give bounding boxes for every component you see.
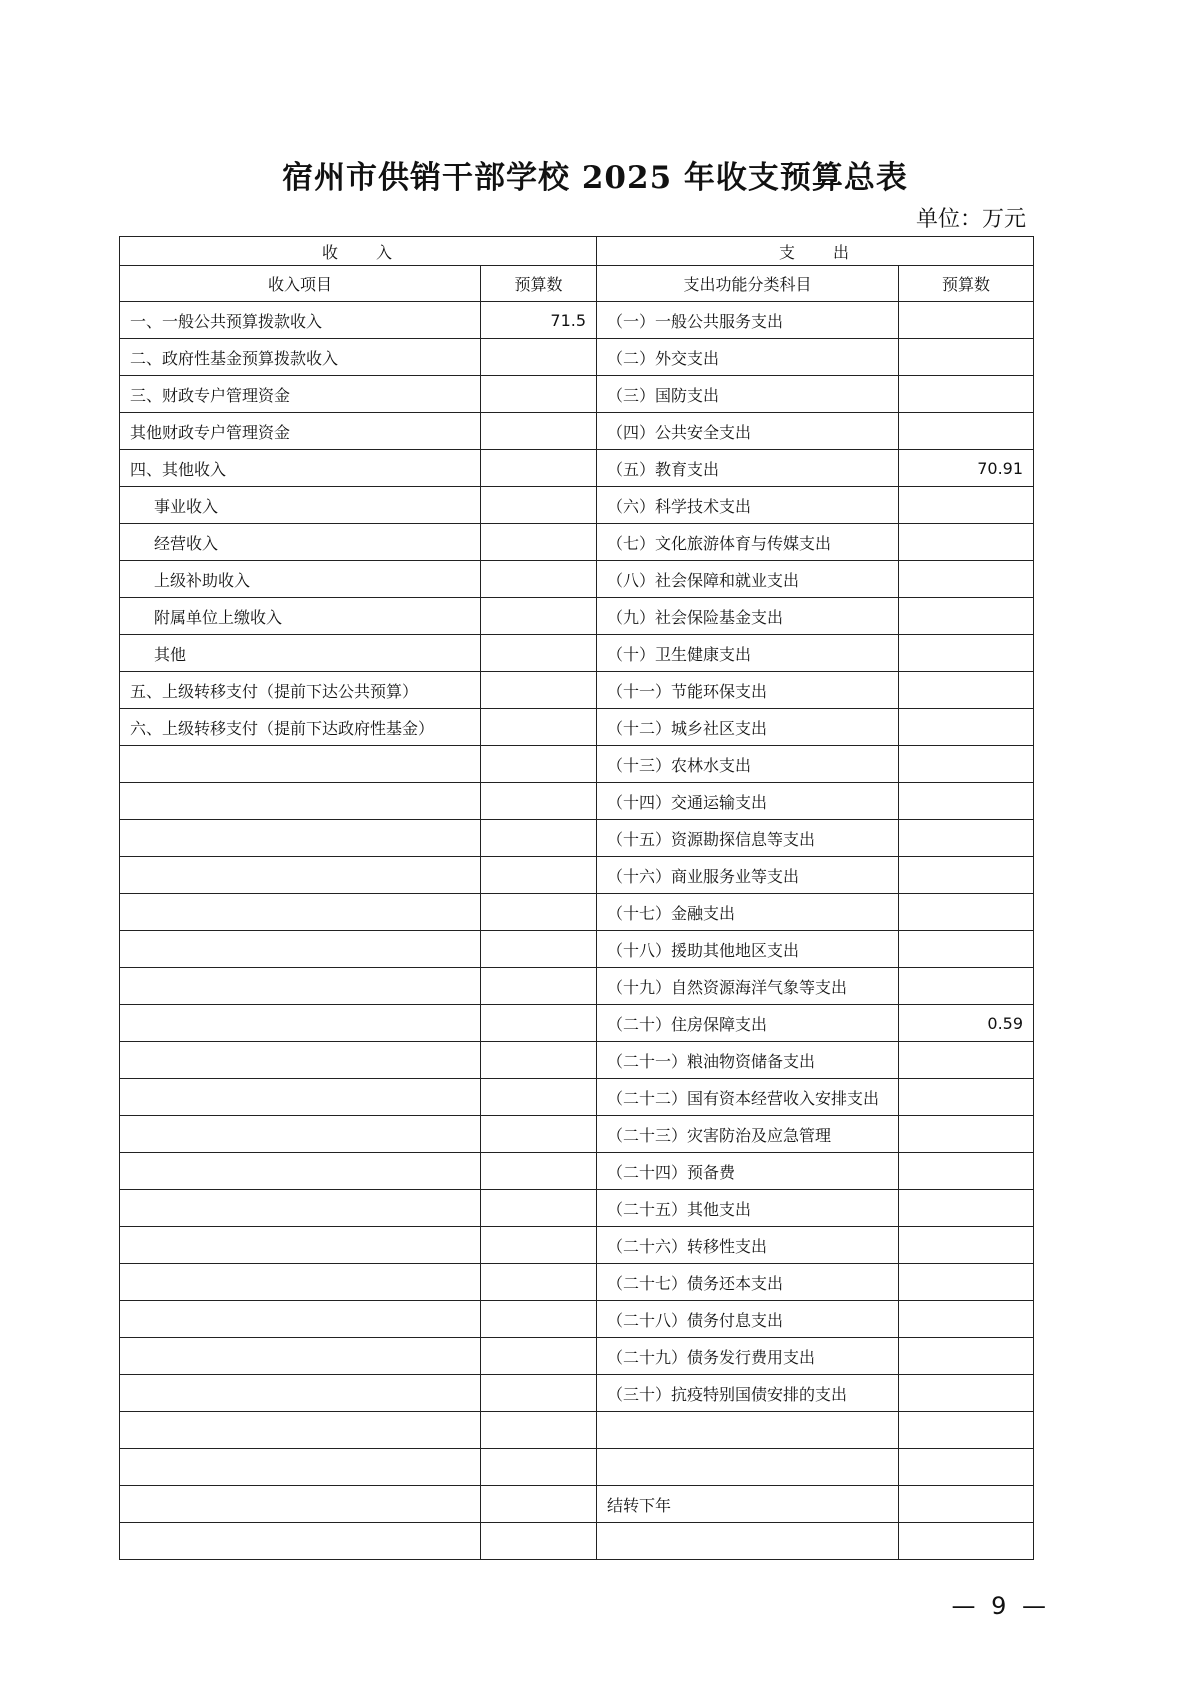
income-value-cell [481,450,597,487]
income-group-header: 收 入 [120,237,597,266]
income-item-cell [120,820,481,857]
expense-item-cell: （十九）自然资源海洋气象等支出 [597,968,899,1005]
expense-value-cell [899,376,1034,413]
income-item-cell [120,1005,481,1042]
expense-item-cell: （二十七）债务还本支出 [597,1264,899,1301]
income-item-cell [120,1116,481,1153]
table-row [120,1190,1034,1227]
header-row-columns [120,266,1034,302]
income-value-cell [481,1190,597,1227]
income-item-cell: 六、上级转移支付（提前下达政府性基金） [120,709,481,746]
expense-value-cell [899,894,1034,931]
table-row [120,783,1034,820]
expense-item-cell: （十五）资源勘探信息等支出 [597,820,899,857]
expense-value-cell [899,1338,1034,1375]
expense-value-cell: 70.91 [899,450,1034,487]
expense-value-cell [899,1449,1034,1486]
income-value-cell [481,1079,597,1116]
expense-value-cell [899,1190,1034,1227]
income-value-cell [481,931,597,968]
income-value-cell [481,598,597,635]
table-row [120,820,1034,857]
expense-item-cell: （二十二）国有资本经营收入安排支出 [597,1079,899,1116]
income-value-cell [481,1449,597,1486]
income-value-cell [481,1042,597,1079]
table-row [120,709,1034,746]
expense-value-cell [899,820,1034,857]
expense-item-cell: （十三）农林水支出 [597,746,899,783]
income-item-cell [120,1449,481,1486]
income-item-cell [120,1042,481,1079]
income-item-cell: 二、政府性基金预算拨款收入 [120,339,481,376]
income-value-cell [481,1153,597,1190]
table-row [120,931,1034,968]
table-row [120,894,1034,931]
income-value-cell [481,1005,597,1042]
expense-item-cell: （九）社会保险基金支出 [597,598,899,635]
expense-value-cell [899,709,1034,746]
table-row [120,672,1034,709]
expense-item-cell: （六）科学技术支出 [597,487,899,524]
table-row [120,1486,1034,1523]
expense-item-cell: （四）公共安全支出 [597,413,899,450]
income-item-cell [120,857,481,894]
expense-item-cell: （二十）住房保障支出 [597,1005,899,1042]
expense-value-cell [899,783,1034,820]
expense-value-cell [899,1153,1034,1190]
income-value-cell [481,1523,597,1560]
table-row [120,1375,1034,1412]
page-title: 宿州市供销干部学校 2025 年收支预算总表 [282,160,908,196]
income-item-cell [120,1153,481,1190]
income-value-cell [481,1375,597,1412]
income-value-cell [481,1486,597,1523]
income-value-cell [481,339,597,376]
expense-value-cell: 0.59 [899,1005,1034,1042]
income-value-cell [481,376,597,413]
table-row [120,1153,1034,1190]
table-row [120,1227,1034,1264]
table-row [120,487,1034,524]
table-row [120,561,1034,598]
expense-value-cell [899,857,1034,894]
expense-item-cell [597,1412,899,1449]
expense-item-cell: （二十三）灾害防治及应急管理 [597,1116,899,1153]
income-value-cell [481,1412,597,1449]
expense-item-cell: 结转下年 [597,1486,899,1523]
expense-item-cell: （五）教育支出 [597,450,899,487]
income-value-cell [481,672,597,709]
table-row [120,450,1034,487]
expense-item-cell [597,1523,899,1560]
expense-value-cell [899,1301,1034,1338]
expense-item-cell: （十六）商业服务业等支出 [597,857,899,894]
income-item-cell [120,1227,481,1264]
income-item-cell [120,1338,481,1375]
income-value-cell [481,968,597,1005]
table-row [120,1449,1034,1486]
income-value-cell [481,894,597,931]
expense-item-cell: （二）外交支出 [597,339,899,376]
expense-item-cell: （二十一）粮油物资储备支出 [597,1042,899,1079]
income-value-cell [481,857,597,894]
table-row [120,746,1034,783]
table-row [120,1301,1034,1338]
expense-value-cell [899,968,1034,1005]
income-value-cell [481,561,597,598]
expense-value-cell [899,302,1034,339]
income-value-cell [481,1116,597,1153]
expense-item-cell: （十二）城乡社区支出 [597,709,899,746]
income-item-cell [120,783,481,820]
table-row [120,598,1034,635]
income-item-cell [120,746,481,783]
income-item-cell [120,931,481,968]
expense-budget-header: 预算数 [899,266,1034,302]
table-row [120,635,1034,672]
income-item-cell [120,1486,481,1523]
table-row [120,524,1034,561]
expense-item-cell: （一）一般公共服务支出 [597,302,899,339]
page-number: — 9 — [951,1592,1050,1620]
expense-value-cell [899,1375,1034,1412]
income-value-cell [481,413,597,450]
expense-value-cell [899,339,1034,376]
income-item-cell [120,1079,481,1116]
expense-item-cell: （十八）援助其他地区支出 [597,931,899,968]
income-item-cell [120,1264,481,1301]
expense-item-cell: （二十九）债务发行费用支出 [597,1338,899,1375]
table-row [120,1079,1034,1116]
income-value-cell [481,709,597,746]
expense-item-cell: （十）卫生健康支出 [597,635,899,672]
table-row [120,1338,1034,1375]
expense-value-cell [899,487,1034,524]
expense-item-cell: （三）国防支出 [597,376,899,413]
income-value-cell [481,783,597,820]
table-row [120,1523,1034,1560]
expense-value-cell [899,413,1034,450]
income-item-cell: 五、上级转移支付（提前下达公共预算） [120,672,481,709]
table-row [120,1042,1034,1079]
income-item-cell: 附属单位上缴收入 [120,598,481,635]
income-value-cell [481,635,597,672]
unit-label: 单位：万元 [915,207,1026,232]
income-item-cell [120,968,481,1005]
expense-value-cell [899,1042,1034,1079]
expense-value-cell [899,1523,1034,1560]
expense-value-cell [899,1412,1034,1449]
income-value-cell [481,524,597,561]
income-item-cell [120,1412,481,1449]
header-row-groups [120,237,1034,266]
table-row [120,1116,1034,1153]
income-item-cell: 上级补助收入 [120,561,481,598]
expense-value-cell [899,672,1034,709]
income-value-cell [481,1227,597,1264]
table-row [120,1264,1034,1301]
expense-item-cell: （二十六）转移性支出 [597,1227,899,1264]
expense-item-cell: （三十）抗疫特别国债安排的支出 [597,1375,899,1412]
expense-value-cell [899,1486,1034,1523]
expense-value-cell [899,746,1034,783]
table-row [120,857,1034,894]
table-row [120,1005,1034,1042]
income-item-cell [120,894,481,931]
expense-value-cell [899,931,1034,968]
income-item-cell: 一、一般公共预算拨款收入 [120,302,481,339]
table-row [120,413,1034,450]
expense-value-cell [899,635,1034,672]
table-row [120,339,1034,376]
income-item-cell [120,1375,481,1412]
income-item-cell [120,1190,481,1227]
expense-value-cell [899,1116,1034,1153]
expense-item-cell: （二十四）预备费 [597,1153,899,1190]
income-item-cell: 其他 [120,635,481,672]
income-item-cell: 经营收入 [120,524,481,561]
expense-item-cell: （二十八）债务付息支出 [597,1301,899,1338]
expense-value-cell [899,524,1034,561]
budget-table [119,236,1034,1560]
income-value-cell [481,820,597,857]
expense-item-cell [597,1449,899,1486]
expense-value-cell [899,1264,1034,1301]
table-row [120,376,1034,413]
expense-item-cell: （十七）金融支出 [597,894,899,931]
income-item-cell: 三、财政专户管理资金 [120,376,481,413]
expense-item-cell: （八）社会保障和就业支出 [597,561,899,598]
table-row [120,1412,1034,1449]
income-item-header: 收入项目 [120,266,481,302]
income-budget-header: 预算数 [481,266,597,302]
expense-item-cell: （十一）节能环保支出 [597,672,899,709]
income-item-cell [120,1523,481,1560]
expense-value-cell [899,1079,1034,1116]
income-value-cell [481,1301,597,1338]
expense-value-cell [899,1227,1034,1264]
table-row [120,968,1034,1005]
income-item-cell [120,1301,481,1338]
expense-item-cell: （七）文化旅游体育与传媒支出 [597,524,899,561]
income-value-cell [481,1264,597,1301]
income-value-cell: 71.5 [481,302,597,339]
income-item-cell: 四、其他收入 [120,450,481,487]
expense-group-header: 支 出 [597,237,1034,266]
expense-item-cell: （十四）交通运输支出 [597,783,899,820]
income-item-cell: 事业收入 [120,487,481,524]
expense-item-header: 支出功能分类科目 [597,266,899,302]
expense-value-cell [899,561,1034,598]
income-value-cell [481,487,597,524]
table-row [120,302,1034,339]
income-item-cell: 其他财政专户管理资金 [120,413,481,450]
income-value-cell [481,1338,597,1375]
expense-value-cell [899,598,1034,635]
expense-item-cell: （二十五）其他支出 [597,1190,899,1227]
income-value-cell [481,746,597,783]
